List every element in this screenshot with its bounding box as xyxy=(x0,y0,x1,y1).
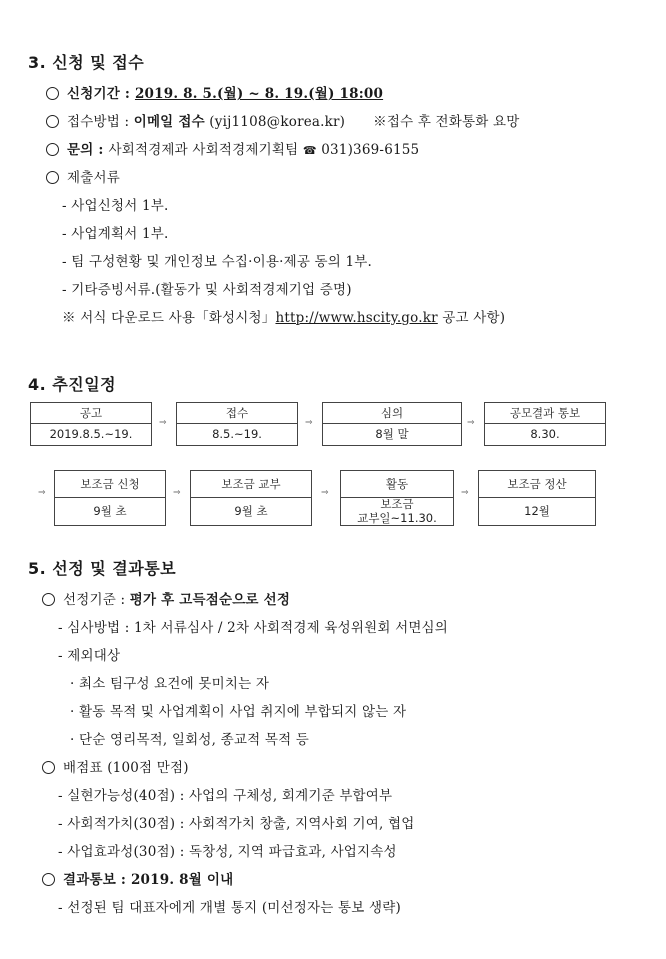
schedule-step-subsidy-application: 보조금 신청 9월 초 xyxy=(54,470,166,526)
email-address: (yij1108@korea.kr) xyxy=(204,114,346,130)
schedule-step-reception: 접수 8.5.~19. xyxy=(176,402,298,446)
phone-number: 031)369-6155 xyxy=(316,142,420,158)
arrow-right-icon: ⇒ xyxy=(467,418,475,428)
arrow-right-icon: ⇒ xyxy=(38,488,46,498)
document-item: - 기타증빙서류.(활동가 및 사회적경제기업 증명) xyxy=(62,282,352,298)
bullet-circle-icon xyxy=(42,761,55,774)
bullet-circle-icon xyxy=(42,593,55,606)
inquiry: 문의 : 사회적경제과 사회적경제기획팀 ☎ 031)369-6155 xyxy=(46,138,419,158)
exclusion-item: · 최소 팀구성 요건에 못미치는 자 xyxy=(70,676,270,692)
score-item: - 사업효과성(30점) : 독창성, 지역 파급효과, 사업지속성 xyxy=(58,844,397,860)
schedule-step-announcement: 공고 2019.8.5.~19. xyxy=(30,402,152,446)
schedule-step-subsidy-settlement: 보조금 정산 12월 xyxy=(478,470,596,526)
schedule-step-subsidy-grant: 보조금 교부 9월 초 xyxy=(190,470,312,526)
schedule-step-activity: 활동 보조금 교부일~11.30. xyxy=(340,470,454,526)
document-item: - 사업신청서 1부. xyxy=(62,198,169,214)
bullet-circle-icon xyxy=(46,171,59,184)
document-item: - 팀 구성현황 및 개인정보 수집·이용·제공 동의 1부. xyxy=(62,254,373,270)
schedule-step-review: 심의 8월 말 xyxy=(322,402,462,446)
bullet-circle-icon xyxy=(46,143,59,156)
exclusion-item: · 활동 목적 및 사업계획이 사업 취지에 부합되지 않는 자 xyxy=(70,704,407,720)
period-value: 2019. 8. 5.(월) ~ 8. 19.(월) 18:00 xyxy=(134,86,384,102)
hscity-link[interactable]: http://www.hscity.go.kr xyxy=(275,310,438,326)
exclusion-item: · 단순 영리목적, 일회성, 종교적 목적 등 xyxy=(70,732,310,748)
download-note: ※ 서식 다운로드 사용「화성시청」http://www.hscity.go.kr 공고 사항) xyxy=(62,310,506,326)
result-detail: - 선정된 팀 대표자에게 개별 통지 (미선정자는 통보 생략) xyxy=(58,900,401,916)
submission-method: 접수방법 : 이메일 접수 (yij1108@korea.kr) ※접수 후 전화통화 요망 xyxy=(46,110,520,130)
section-3-title: 3. 신청 및 접수 xyxy=(28,53,145,72)
bullet-circle-icon xyxy=(46,115,59,128)
arrow-right-icon: ⇒ xyxy=(321,488,329,498)
arrow-right-icon: ⇒ xyxy=(461,488,469,498)
review-method: - 심사방법 : 1차 서류심사 / 2차 사회적경제 육성위원회 서면심의 xyxy=(58,620,449,636)
section-4-title: 4. 추진일정 xyxy=(28,375,117,394)
document-item: - 사업계획서 1부. xyxy=(62,226,169,242)
method-note: ※접수 후 전화통화 요망 xyxy=(373,114,520,130)
arrow-right-icon: ⇒ xyxy=(159,418,167,428)
score-item: - 실현가능성(40점) : 사업의 구체성, 회계기준 부합여부 xyxy=(58,788,393,804)
application-period: 신청기간 : 2019. 8. 5.(월) ~ 8. 19.(월) 18:00 xyxy=(46,82,383,102)
exclusion-title: - 제외대상 xyxy=(58,648,121,664)
schedule-step-result-notice: 공모결과 통보 8.30. xyxy=(484,402,606,446)
telephone-icon: ☎ xyxy=(302,144,317,157)
documents-title: 제출서류 xyxy=(46,166,120,186)
score-item: - 사회적가치(30점) : 사회적가치 창출, 지역사회 기여, 협업 xyxy=(58,816,415,832)
score-table-title: 배점표 (100점 만점) xyxy=(42,756,189,776)
bullet-circle-icon xyxy=(42,873,55,886)
section-5-title: 5. 선정 및 결과통보 xyxy=(28,559,177,578)
arrow-right-icon: ⇒ xyxy=(173,488,181,498)
selection-criteria: 선정기준 : 평가 후 고득점순으로 선정 xyxy=(42,588,290,608)
arrow-right-icon: ⇒ xyxy=(305,418,313,428)
result-notice: 결과통보 : 2019. 8월 이내 xyxy=(42,868,233,888)
bullet-circle-icon xyxy=(46,87,59,100)
